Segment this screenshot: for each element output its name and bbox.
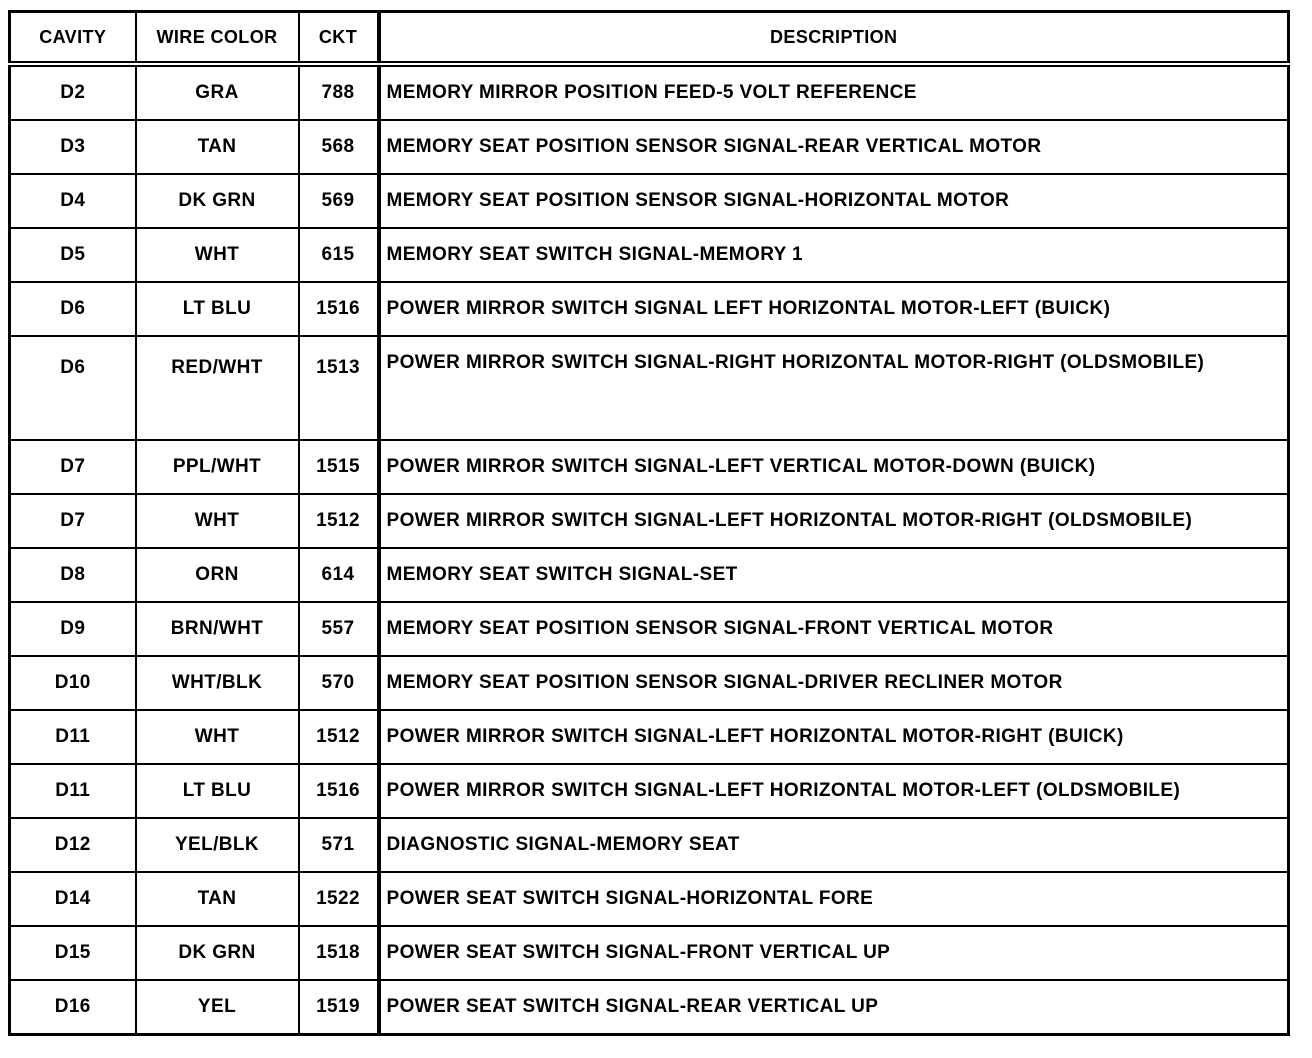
table-row bbox=[10, 120, 1289, 174]
table-row bbox=[10, 440, 1289, 494]
description-cell: POWER SEAT SWITCH SIGNAL-REAR VERTICAL UP bbox=[379, 980, 1289, 1035]
wire-color-cell: GRA bbox=[136, 64, 299, 120]
table-row bbox=[10, 710, 1289, 764]
wire-color-cell: DK GRN bbox=[136, 174, 299, 228]
wire-color-cell: LT BLU bbox=[136, 282, 299, 336]
ckt-cell: 615 bbox=[299, 228, 379, 282]
cavity-cell: D5 bbox=[10, 228, 136, 282]
table-row bbox=[10, 336, 1289, 440]
description-cell: POWER MIRROR SWITCH SIGNAL-RIGHT HORIZONTAL MOTOR-RIGHT (OLDSMOBILE) bbox=[379, 336, 1289, 440]
wire-color-cell: WHT/BLK bbox=[136, 656, 299, 710]
ckt-cell: 1516 bbox=[299, 764, 379, 818]
header-ckt: CKT bbox=[299, 12, 379, 65]
table-row bbox=[10, 174, 1289, 228]
wire-color-cell: WHT bbox=[136, 710, 299, 764]
ckt-cell: 1522 bbox=[299, 872, 379, 926]
ckt-cell: 788 bbox=[299, 64, 379, 120]
description-cell: MEMORY SEAT POSITION SENSOR SIGNAL-FRONT VERTICAL MOTOR bbox=[379, 602, 1289, 656]
cavity-cell: D16 bbox=[10, 980, 136, 1035]
wire-color-cell: RED/WHT bbox=[136, 336, 299, 440]
wire-color-cell: LT BLU bbox=[136, 764, 299, 818]
description-cell: MEMORY SEAT POSITION SENSOR SIGNAL-HORIZONTAL MOTOR bbox=[379, 174, 1289, 228]
cavity-cell: D7 bbox=[10, 440, 136, 494]
header-description: DESCRIPTION bbox=[379, 12, 1289, 65]
connector-pinout-sheet bbox=[8, 10, 1290, 1036]
ckt-cell: 1518 bbox=[299, 926, 379, 980]
table-row bbox=[10, 656, 1289, 710]
wire-color-cell: TAN bbox=[136, 872, 299, 926]
description-cell: POWER SEAT SWITCH SIGNAL-FRONT VERTICAL UP bbox=[379, 926, 1289, 980]
table-row bbox=[10, 228, 1289, 282]
ckt-cell: 1516 bbox=[299, 282, 379, 336]
cavity-cell: D14 bbox=[10, 872, 136, 926]
ckt-cell: 571 bbox=[299, 818, 379, 872]
description-cell: DIAGNOSTIC SIGNAL-MEMORY SEAT bbox=[379, 818, 1289, 872]
description-cell: POWER MIRROR SWITCH SIGNAL-LEFT HORIZONTAL MOTOR-RIGHT (OLDSMOBILE) bbox=[379, 494, 1289, 548]
wire-color-cell: ORN bbox=[136, 548, 299, 602]
wire-color-cell: YEL bbox=[136, 980, 299, 1035]
description-cell: MEMORY SEAT POSITION SENSOR SIGNAL-DRIVER RECLINER MOTOR bbox=[379, 656, 1289, 710]
wire-color-cell: YEL/BLK bbox=[136, 818, 299, 872]
table-row bbox=[10, 764, 1289, 818]
wire-color-cell: WHT bbox=[136, 228, 299, 282]
wire-color-cell: WHT bbox=[136, 494, 299, 548]
table-row bbox=[10, 282, 1289, 336]
ckt-cell: 569 bbox=[299, 174, 379, 228]
wire-color-cell: PPL/WHT bbox=[136, 440, 299, 494]
table-row bbox=[10, 548, 1289, 602]
wire-color-cell: DK GRN bbox=[136, 926, 299, 980]
header-row bbox=[10, 12, 1289, 65]
table-row bbox=[10, 64, 1289, 120]
cavity-cell: D15 bbox=[10, 926, 136, 980]
description-cell: MEMORY SEAT POSITION SENSOR SIGNAL-REAR VERTICAL MOTOR bbox=[379, 120, 1289, 174]
table-row bbox=[10, 818, 1289, 872]
ckt-cell: 1515 bbox=[299, 440, 379, 494]
table-row bbox=[10, 494, 1289, 548]
cavity-cell: D6 bbox=[10, 282, 136, 336]
cavity-cell: D12 bbox=[10, 818, 136, 872]
description-cell: POWER MIRROR SWITCH SIGNAL LEFT HORIZONTAL MOTOR-LEFT (BUICK) bbox=[379, 282, 1289, 336]
table-row bbox=[10, 926, 1289, 980]
cavity-cell: D10 bbox=[10, 656, 136, 710]
table-row bbox=[10, 980, 1289, 1035]
cavity-cell: D8 bbox=[10, 548, 136, 602]
description-cell: MEMORY SEAT SWITCH SIGNAL-SET bbox=[379, 548, 1289, 602]
description-cell: MEMORY SEAT SWITCH SIGNAL-MEMORY 1 bbox=[379, 228, 1289, 282]
ckt-cell: 1519 bbox=[299, 980, 379, 1035]
header-wire-color: WIRE COLOR bbox=[136, 12, 299, 65]
description-cell: POWER MIRROR SWITCH SIGNAL-LEFT VERTICAL MOTOR-DOWN (BUICK) bbox=[379, 440, 1289, 494]
cavity-cell: D4 bbox=[10, 174, 136, 228]
ckt-cell: 1513 bbox=[299, 336, 379, 440]
description-cell: POWER SEAT SWITCH SIGNAL-HORIZONTAL FORE bbox=[379, 872, 1289, 926]
ckt-cell: 568 bbox=[299, 120, 379, 174]
wire-color-cell: BRN/WHT bbox=[136, 602, 299, 656]
cavity-cell: D2 bbox=[10, 64, 136, 120]
description-cell: POWER MIRROR SWITCH SIGNAL-LEFT HORIZONTAL MOTOR-RIGHT (BUICK) bbox=[379, 710, 1289, 764]
cavity-cell: D11 bbox=[10, 710, 136, 764]
table-row bbox=[10, 602, 1289, 656]
wire-color-cell: TAN bbox=[136, 120, 299, 174]
ckt-cell: 1512 bbox=[299, 494, 379, 548]
ckt-cell: 557 bbox=[299, 602, 379, 656]
ckt-cell: 570 bbox=[299, 656, 379, 710]
cavity-cell: D7 bbox=[10, 494, 136, 548]
table-header bbox=[10, 12, 1289, 65]
cavity-cell: D9 bbox=[10, 602, 136, 656]
ckt-cell: 1512 bbox=[299, 710, 379, 764]
connector-pinout-table bbox=[8, 10, 1290, 1036]
description-cell: POWER MIRROR SWITCH SIGNAL-LEFT HORIZONTAL MOTOR-LEFT (OLDSMOBILE) bbox=[379, 764, 1289, 818]
description-cell: MEMORY MIRROR POSITION FEED-5 VOLT REFERENCE bbox=[379, 64, 1289, 120]
table-body bbox=[10, 64, 1289, 1035]
cavity-cell: D6 bbox=[10, 336, 136, 440]
header-cavity: CAVITY bbox=[10, 12, 136, 65]
ckt-cell: 614 bbox=[299, 548, 379, 602]
table-row bbox=[10, 872, 1289, 926]
cavity-cell: D11 bbox=[10, 764, 136, 818]
cavity-cell: D3 bbox=[10, 120, 136, 174]
